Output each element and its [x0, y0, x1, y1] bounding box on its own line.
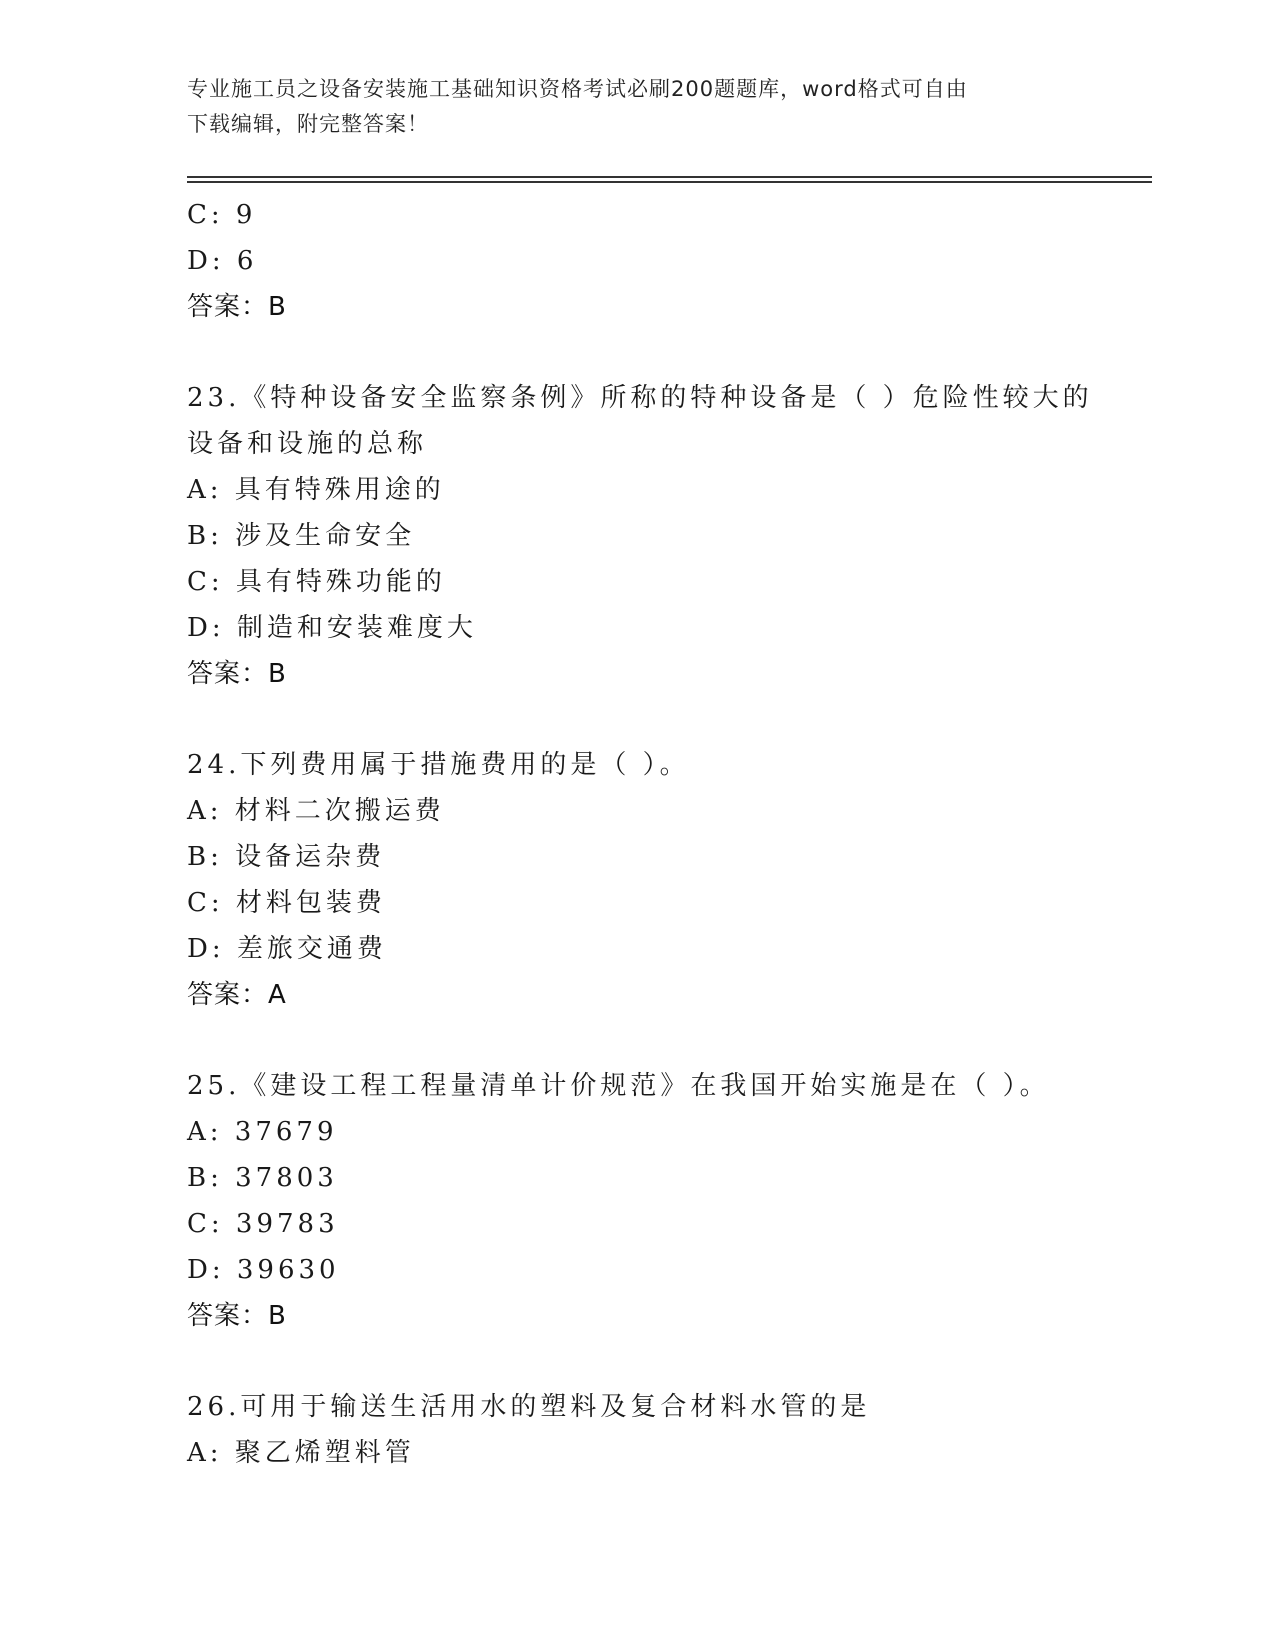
option-d: D: 39630: [187, 1255, 340, 1285]
document-header: [187, 72, 1087, 142]
answer-line: 答案：B: [187, 1301, 287, 1331]
answer-line: 答案：A: [187, 980, 287, 1010]
option-d: D: 制造和安装难度大: [187, 613, 477, 643]
option-a: A: 37679: [187, 1117, 338, 1147]
question-block-23: [187, 375, 1152, 697]
header-line-2: 下载编辑，附完整答案！: [187, 112, 429, 136]
question-stem: 25.《建设工程工程量清单计价规范》在我国开始实施是在（ ）。: [187, 1071, 1050, 1101]
spacer: [187, 1018, 1152, 1063]
option-c: C: 材料包装费: [187, 888, 386, 918]
question-block-22-tail: [187, 192, 1152, 330]
option-c: C: 9: [187, 200, 257, 230]
question-stem: 24.下列费用属于措施费用的是（ ）。: [187, 750, 690, 780]
header-divider-top: [187, 176, 1152, 178]
option-b: B: 37803: [187, 1163, 338, 1193]
option-b: B: 涉及生命安全: [187, 521, 416, 551]
question-stem-continued: 设备和设施的总称: [187, 429, 428, 459]
question-stem: 23.《特种设备安全监察条例》所称的特种设备是（ ）危险性较大的: [187, 383, 1093, 413]
spacer: [187, 1339, 1152, 1384]
option-d: D: 6: [187, 246, 258, 276]
answer-line: 答案：B: [187, 659, 287, 689]
question-block-24: [187, 742, 1152, 1018]
option-c: C: 具有特殊功能的: [187, 567, 446, 597]
option-c: C: 39783: [187, 1209, 339, 1239]
question-block-25: [187, 1063, 1152, 1339]
option-a: A: 具有特殊用途的: [187, 475, 445, 505]
answer-line: 答案：B: [187, 292, 287, 322]
option-a: A: 聚乙烯塑料管: [187, 1438, 415, 1468]
header-line-1: 专业施工员之设备安装施工基础知识资格考试必刷200题题库，word格式可自由: [187, 77, 968, 101]
question-list: [187, 192, 1152, 1476]
option-d: D: 差旅交通费: [187, 934, 387, 964]
option-b: B: 设备运杂费: [187, 842, 386, 872]
spacer: [187, 330, 1152, 375]
option-a: A: 材料二次搬运费: [187, 796, 445, 826]
question-stem: 26.可用于输送生活用水的塑料及复合材料水管的是: [187, 1392, 871, 1422]
question-block-26: [187, 1384, 1152, 1476]
header-divider-bottom: [187, 181, 1152, 183]
spacer: [187, 697, 1152, 742]
